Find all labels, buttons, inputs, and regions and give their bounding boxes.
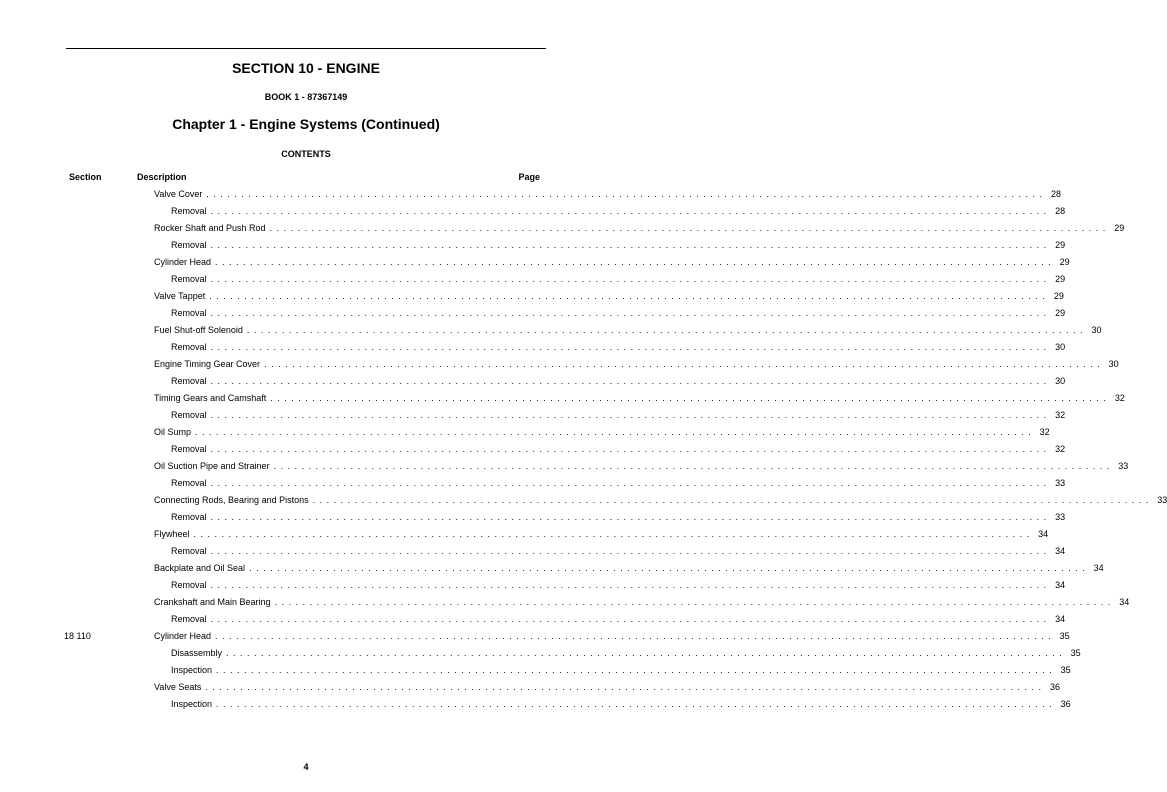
toc-entry-page: 33 <box>1055 512 1066 522</box>
toc-entry-page: 32 <box>1039 427 1050 437</box>
toc-entry[interactable] <box>154 458 1129 475</box>
toc-entry[interactable] <box>171 645 1081 662</box>
dot-leader: . . . . . . . . . . . . . . . . . . . . . . . . . . . . . . . . . . . . . . . . . . . . . . . . . . . . . . . . . . . . . . . . . . . . . . . . . . . . . . . . . . . . . . . . . . . . . . . . . . . . . . . . . . . . . . . . . . . . . . . . <box>215 257 1052 267</box>
column-header-description: Description <box>137 172 187 182</box>
toc-list <box>0 186 1167 713</box>
toc-entry-label: Rocker Shaft and Push Rod <box>154 223 266 233</box>
toc-row <box>0 305 1066 322</box>
toc-row <box>0 577 1066 594</box>
toc-entry[interactable] <box>171 271 1066 288</box>
dot-leader: . . . . . . . . . . . . . . . . . . . . . . . . . . . . . . . . . . . . . . . . . . . . . . . . . . . . . . . . . . . . . . . . . . . . . . . . . . . . . . . . . . . . . . . . . . . . . . . . . . . . . . . . . . . . . . . . . . . . . . . . <box>270 393 1107 403</box>
toc-entry[interactable] <box>154 560 1104 577</box>
toc-entry-page: 30 <box>1091 325 1102 335</box>
toc-entry-page: 34 <box>1038 529 1049 539</box>
toc-entry[interactable] <box>171 543 1066 560</box>
dot-leader: . . . . . . . . . . . . . . . . . . . . . . . . . . . . . . . . . . . . . . . . . . . . . . . . . . . . . . . . . . . . . . . . . . . . . . . . . . . . . . . . . . . . . . . . . . . . . . . . . . . . . . . . . . . . . . . . . . . . . . . . <box>210 240 1048 250</box>
toc-entry[interactable] <box>154 679 1060 696</box>
toc-row <box>0 186 1061 203</box>
toc-entry-page: 33 <box>1157 495 1167 505</box>
toc-entry-label: Fuel Shut-off Solenoid <box>154 325 243 335</box>
toc-entry[interactable] <box>171 509 1066 526</box>
dot-leader: . . . . . . . . . . . . . . . . . . . . . . . . . . . . . . . . . . . . . . . . . . . . . . . . . . . . . . . . . . . . . . . . . . . . . . . . . . . . . . . . . . . . . . . . . . . . . . . . . . . . . . . . . . . . . . . . . . . . . . . . <box>249 563 1086 573</box>
toc-entry-label: Engine Timing Gear Cover <box>154 359 261 369</box>
toc-row <box>0 441 1066 458</box>
toc-entry[interactable] <box>171 237 1066 254</box>
dot-leader: . . . . . . . . . . . . . . . . . . . . . . . . . . . . . . . . . . . . . . . . . . . . . . . . . . . . . . . . . . . . . . . . . . . . . . . . . . . . . . . . . . . . . . . . . . . . . . . . . . . . . . . . . . . . . . . . . . . . . . . . <box>210 342 1048 352</box>
toc-entry-label: Removal <box>171 308 207 318</box>
toc-entry-page: 29 <box>1059 257 1070 267</box>
toc-entry-label: Backplate and Oil Seal <box>154 563 246 573</box>
toc-row <box>0 407 1066 424</box>
column-header-page: Page <box>518 172 540 182</box>
toc-entry[interactable] <box>171 373 1066 390</box>
toc-row <box>0 322 1102 339</box>
toc-row <box>0 458 1129 475</box>
toc-entry[interactable] <box>171 407 1066 424</box>
toc-row <box>0 373 1066 390</box>
toc-entry[interactable] <box>154 356 1119 373</box>
dot-leader: . . . . . . . . . . . . . . . . . . . . . . . . . . . . . . . . . . . . . . . . . . . . . . . . . . . . . . . . . . . . . . . . . . . . . . . . . . . . . . . . . . . . . . . . . . . . . . . . . . . . . . . . . . . . . . . . . . . . . . . . <box>312 495 1150 505</box>
toc-entry-page: 34 <box>1055 546 1066 556</box>
dot-leader: . . . . . . . . . . . . . . . . . . . . . . . . . . . . . . . . . . . . . . . . . . . . . . . . . . . . . . . . . . . . . . . . . . . . . . . . . . . . . . . . . . . . . . . . . . . . . . . . . . . . . . . . . . . . . . . . . . . . . . . . <box>209 291 1046 301</box>
dot-leader: . . . . . . . . . . . . . . . . . . . . . . . . . . . . . . . . . . . . . . . . . . . . . . . . . . . . . . . . . . . . . . . . . . . . . . . . . . . . . . . . . . . . . . . . . . . . . . . . . . . . . . . . . . . . . . . . . . . . . . . . <box>216 699 1053 709</box>
toc-entry-label: Removal <box>171 206 207 216</box>
toc-entry-page: 30 <box>1108 359 1119 369</box>
dot-leader: . . . . . . . . . . . . . . . . . . . . . . . . . . . . . . . . . . . . . . . . . . . . . . . . . . . . . . . . . . . . . . . . . . . . . . . . . . . . . . . . . . . . . . . . . . . . . . . . . . . . . . . . . . . . . . . . . . . . . . . . <box>210 444 1048 454</box>
toc-entry-label: Removal <box>171 546 207 556</box>
toc-entry-page: 36 <box>1060 699 1071 709</box>
toc-entry-page: 32 <box>1055 410 1066 420</box>
toc-row <box>0 220 1125 237</box>
dot-leader: . . . . . . . . . . . . . . . . . . . . . . . . . . . . . . . . . . . . . . . . . . . . . . . . . . . . . . . . . . . . . . . . . . . . . . . . . . . . . . . . . . . . . . . . . . . . . . . . . . . . . . . . . . . . . . . . . . . . . . . . <box>273 461 1111 471</box>
toc-row <box>0 509 1066 526</box>
toc-entry-label: Oil Sump <box>154 427 192 437</box>
toc-entry[interactable] <box>171 611 1066 628</box>
toc-entry-page: 35 <box>1059 631 1070 641</box>
toc-entry-page: 32 <box>1114 393 1125 403</box>
toc-entry-label: Timing Gears and Camshaft <box>154 393 267 403</box>
toc-entry-label: Cylinder Head <box>154 631 212 641</box>
toc-entry-page: 30 <box>1055 376 1066 386</box>
toc-entry-page: 29 <box>1114 223 1125 233</box>
toc-row <box>0 288 1064 305</box>
toc-entry-label: Crankshaft and Main Bearing <box>154 597 271 607</box>
dot-leader: . . . . . . . . . . . . . . . . . . . . . . . . . . . . . . . . . . . . . . . . . . . . . . . . . . . . . . . . . . . . . . . . . . . . . . . . . . . . . . . . . . . . . . . . . . . . . . . . . . . . . . . . . . . . . . . . . . . . . . . . <box>264 359 1101 369</box>
toc-entry[interactable] <box>154 424 1050 441</box>
toc-entry[interactable] <box>171 577 1066 594</box>
book-number: BOOK 1 - 87367149 <box>264 92 348 102</box>
dot-leader: . . . . . . . . . . . . . . . . . . . . . . . . . . . . . . . . . . . . . . . . . . . . . . . . . . . . . . . . . . . . . . . . . . . . . . . . . . . . . . . . . . . . . . . . . . . . . . . . . . . . . . . . . . . . . . . . . . . . . . . . <box>193 529 1031 539</box>
dot-leader: . . . . . . . . . . . . . . . . . . . . . . . . . . . . . . . . . . . . . . . . . . . . . . . . . . . . . . . . . . . . . . . . . . . . . . . . . . . . . . . . . . . . . . . . . . . . . . . . . . . . . . . . . . . . . . . . . . . . . . . . <box>210 376 1048 386</box>
column-header-section: Section <box>69 172 102 182</box>
toc-row <box>0 492 1167 509</box>
toc-entry-label: Removal <box>171 580 207 590</box>
toc-row <box>0 254 1070 271</box>
toc-entry[interactable] <box>154 288 1064 305</box>
toc-entry-page: 29 <box>1055 240 1066 250</box>
toc-entry-label: Valve Cover <box>154 189 203 199</box>
dot-leader: . . . . . . . . . . . . . . . . . . . . . . . . . . . . . . . . . . . . . . . . . . . . . . . . . . . . . . . . . . . . . . . . . . . . . . . . . . . . . . . . . . . . . . . . . . . . . . . . . . . . . . . . . . . . . . . . . . . . . . . . <box>210 410 1048 420</box>
toc-entry[interactable] <box>154 254 1070 271</box>
toc-entry-label: Removal <box>171 342 207 352</box>
toc-entry-page: 29 <box>1055 274 1066 284</box>
toc-entry-label: Removal <box>171 444 207 454</box>
toc-entry-label: Oil Suction Pipe and Strainer <box>154 461 270 471</box>
dot-leader: . . . . . . . . . . . . . . . . . . . . . . . . . . . . . . . . . . . . . . . . . . . . . . . . . . . . . . . . . . . . . . . . . . . . . . . . . . . . . . . . . . . . . . . . . . . . . . . . . . . . . . . . . . . . . . . . . . . . . . . . <box>269 223 1107 233</box>
chapter-title: Chapter 1 - Engine Systems (Continued) <box>172 116 440 132</box>
dot-leader: . . . . . . . . . . . . . . . . . . . . . . . . . . . . . . . . . . . . . . . . . . . . . . . . . . . . . . . . . . . . . . . . . . . . . . . . . . . . . . . . . . . . . . . . . . . . . . . . . . . . . . . . . . . . . . . . . . . . . . . . <box>246 325 1084 335</box>
toc-entry[interactable] <box>154 390 1125 407</box>
dot-leader: . . . . . . . . . . . . . . . . . . . . . . . . . . . . . . . . . . . . . . . . . . . . . . . . . . . . . . . . . . . . . . . . . . . . . . . . . . . . . . . . . . . . . . . . . . . . . . . . . . . . . . . . . . . . . . . . . . . . . . . . <box>206 189 1043 199</box>
toc-entry-label: Removal <box>171 512 207 522</box>
toc-entry-page: 33 <box>1055 478 1066 488</box>
toc-entry-page: 29 <box>1053 291 1064 301</box>
dot-leader: . . . . . . . . . . . . . . . . . . . . . . . . . . . . . . . . . . . . . . . . . . . . . . . . . . . . . . . . . . . . . . . . . . . . . . . . . . . . . . . . . . . . . . . . . . . . . . . . . . . . . . . . . . . . . . . . . . . . . . . . <box>226 648 1063 658</box>
toc-row <box>0 628 1070 645</box>
toc-entry-label: Removal <box>171 478 207 488</box>
dot-leader: . . . . . . . . . . . . . . . . . . . . . . . . . . . . . . . . . . . . . . . . . . . . . . . . . . . . . . . . . . . . . . . . . . . . . . . . . . . . . . . . . . . . . . . . . . . . . . . . . . . . . . . . . . . . . . . . . . . . . . . . <box>215 631 1052 641</box>
toc-row <box>0 560 1104 577</box>
toc-row <box>0 594 1130 611</box>
toc-entry[interactable] <box>171 662 1071 679</box>
dot-leader: . . . . . . . . . . . . . . . . . . . . . . . . . . . . . . . . . . . . . . . . . . . . . . . . . . . . . . . . . . . . . . . . . . . . . . . . . . . . . . . . . . . . . . . . . . . . . . . . . . . . . . . . . . . . . . . . . . . . . . . . <box>210 478 1048 488</box>
toc-entry-page: 33 <box>1118 461 1129 471</box>
dot-leader: . . . . . . . . . . . . . . . . . . . . . . . . . . . . . . . . . . . . . . . . . . . . . . . . . . . . . . . . . . . . . . . . . . . . . . . . . . . . . . . . . . . . . . . . . . . . . . . . . . . . . . . . . . . . . . . . . . . . . . . . <box>274 597 1112 607</box>
toc-entry-label: Removal <box>171 240 207 250</box>
toc-entry-label: Removal <box>171 614 207 624</box>
toc-row <box>0 611 1066 628</box>
toc-row <box>0 543 1066 560</box>
toc-entry[interactable] <box>171 339 1066 356</box>
page-number: 4 <box>303 762 309 772</box>
toc-entry[interactable] <box>171 203 1066 220</box>
toc-entry[interactable] <box>154 526 1049 543</box>
toc-entry-label: Removal <box>171 274 207 284</box>
dot-leader: . . . . . . . . . . . . . . . . . . . . . . . . . . . . . . . . . . . . . . . . . . . . . . . . . . . . . . . . . . . . . . . . . . . . . . . . . . . . . . . . . . . . . . . . . . . . . . . . . . . . . . . . . . . . . . . . . . . . . . . . <box>210 614 1048 624</box>
toc-entry-page: 34 <box>1055 580 1066 590</box>
toc-row <box>0 662 1071 679</box>
toc-entry[interactable] <box>171 441 1066 458</box>
toc-row <box>0 356 1119 373</box>
toc-row <box>0 696 1071 713</box>
toc-entry-page: 34 <box>1093 563 1104 573</box>
dot-leader: . . . . . . . . . . . . . . . . . . . . . . . . . . . . . . . . . . . . . . . . . . . . . . . . . . . . . . . . . . . . . . . . . . . . . . . . . . . . . . . . . . . . . . . . . . . . . . . . . . . . . . . . . . . . . . . . . . . . . . . . <box>210 308 1048 318</box>
toc-entry[interactable] <box>171 475 1066 492</box>
dot-leader: . . . . . . . . . . . . . . . . . . . . . . . . . . . . . . . . . . . . . . . . . . . . . . . . . . . . . . . . . . . . . . . . . . . . . . . . . . . . . . . . . . . . . . . . . . . . . . . . . . . . . . . . . . . . . . . . . . . . . . . . <box>210 274 1048 284</box>
toc-entry-label: Valve Tappet <box>154 291 206 301</box>
dot-leader: . . . . . . . . . . . . . . . . . . . . . . . . . . . . . . . . . . . . . . . . . . . . . . . . . . . . . . . . . . . . . . . . . . . . . . . . . . . . . . . . . . . . . . . . . . . . . . . . . . . . . . . . . . . . . . . . . . . . . . . . <box>210 206 1048 216</box>
toc-entry[interactable] <box>154 220 1125 237</box>
toc-entry-page: 35 <box>1070 648 1081 658</box>
toc-row <box>0 237 1066 254</box>
toc-row <box>0 645 1081 662</box>
toc-row <box>0 424 1050 441</box>
toc-row <box>0 390 1125 407</box>
toc-entry-label: Inspection <box>171 699 213 709</box>
toc-entry-page: 29 <box>1055 308 1066 318</box>
toc-row <box>0 679 1060 696</box>
toc-entry-page: 28 <box>1055 206 1066 216</box>
toc-entry-label: Inspection <box>171 665 213 675</box>
toc-section-code: 18 110 <box>64 631 91 641</box>
toc-entry-page: 34 <box>1055 614 1066 624</box>
toc-entry-page: 32 <box>1055 444 1066 454</box>
toc-entry[interactable] <box>154 492 1167 509</box>
toc-entry-label: Removal <box>171 410 207 420</box>
toc-entry-label: Disassembly <box>171 648 223 658</box>
toc-entry-page: 36 <box>1049 682 1060 692</box>
toc-entry[interactable] <box>154 186 1061 203</box>
toc-row <box>0 526 1049 543</box>
toc-entry-page: 34 <box>1119 597 1130 607</box>
toc-entry-label: Connecting Rods, Bearing and Pistons <box>154 495 309 505</box>
dot-leader: . . . . . . . . . . . . . . . . . . . . . . . . . . . . . . . . . . . . . . . . . . . . . . . . . . . . . . . . . . . . . . . . . . . . . . . . . . . . . . . . . . . . . . . . . . . . . . . . . . . . . . . . . . . . . . . . . . . . . . . . <box>210 580 1048 590</box>
dot-leader: . . . . . . . . . . . . . . . . . . . . . . . . . . . . . . . . . . . . . . . . . . . . . . . . . . . . . . . . . . . . . . . . . . . . . . . . . . . . . . . . . . . . . . . . . . . . . . . . . . . . . . . . . . . . . . . . . . . . . . . . <box>210 546 1048 556</box>
dot-leader: . . . . . . . . . . . . . . . . . . . . . . . . . . . . . . . . . . . . . . . . . . . . . . . . . . . . . . . . . . . . . . . . . . . . . . . . . . . . . . . . . . . . . . . . . . . . . . . . . . . . . . . . . . . . . . . . . . . . . . . . <box>216 665 1053 675</box>
toc-entry[interactable] <box>154 628 1070 645</box>
toc-row <box>0 475 1066 492</box>
toc-row <box>0 339 1066 356</box>
toc-entry[interactable] <box>154 594 1130 611</box>
toc-entry-page: 35 <box>1060 665 1071 675</box>
toc-entry-page: 28 <box>1050 189 1061 199</box>
toc-entry[interactable] <box>154 322 1102 339</box>
section-title: SECTION 10 - ENGINE <box>232 60 380 76</box>
toc-entry[interactable] <box>171 305 1066 322</box>
dot-leader: . . . . . . . . . . . . . . . . . . . . . . . . . . . . . . . . . . . . . . . . . . . . . . . . . . . . . . . . . . . . . . . . . . . . . . . . . . . . . . . . . . . . . . . . . . . . . . . . . . . . . . . . . . . . . . . . . . . . . . . . <box>195 427 1032 437</box>
toc-entry[interactable] <box>171 696 1071 713</box>
dot-leader: . . . . . . . . . . . . . . . . . . . . . . . . . . . . . . . . . . . . . . . . . . . . . . . . . . . . . . . . . . . . . . . . . . . . . . . . . . . . . . . . . . . . . . . . . . . . . . . . . . . . . . . . . . . . . . . . . . . . . . . . <box>210 512 1048 522</box>
contents-heading: CONTENTS <box>281 149 331 159</box>
toc-row <box>0 203 1066 220</box>
toc-entry-label: Removal <box>171 376 207 386</box>
dot-leader: . . . . . . . . . . . . . . . . . . . . . . . . . . . . . . . . . . . . . . . . . . . . . . . . . . . . . . . . . . . . . . . . . . . . . . . . . . . . . . . . . . . . . . . . . . . . . . . . . . . . . . . . . . . . . . . . . . . . . . . . <box>205 682 1042 692</box>
toc-entry-label: Cylinder Head <box>154 257 212 267</box>
toc-entry-label: Flywheel <box>154 529 190 539</box>
toc-entry-label: Valve Seats <box>154 682 202 692</box>
toc-row <box>0 271 1066 288</box>
toc-entry-page: 30 <box>1055 342 1066 352</box>
top-rule <box>66 48 546 49</box>
